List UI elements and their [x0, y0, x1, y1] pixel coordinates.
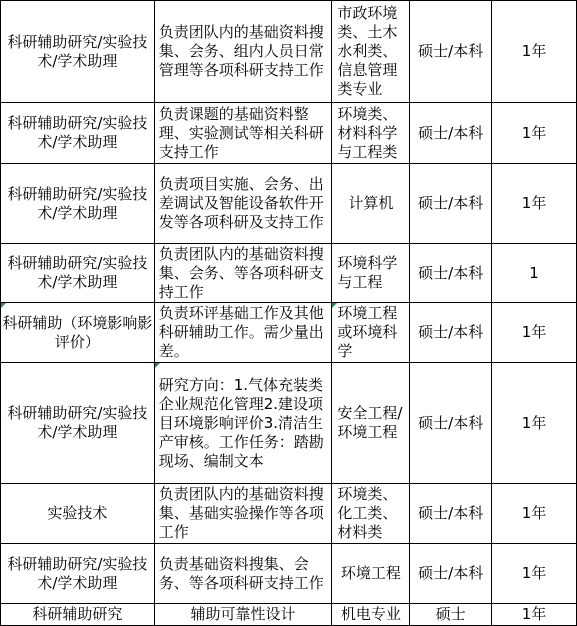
comment-marker-icon: [1, 303, 6, 308]
period-cell[interactable]: 1年: [492, 484, 577, 544]
degree-cell[interactable]: 硕士/本科: [410, 164, 492, 244]
table-row: [1, 484, 577, 544]
duties-cell[interactable]: 辅助可靠性设计: [154, 604, 332, 626]
degree-cell[interactable]: 硕士/本科: [410, 303, 492, 363]
duties-cell[interactable]: 负责团队内的基础资料搜集、会务、等各项科研支持工作: [154, 244, 332, 303]
period-cell[interactable]: 1年: [492, 164, 577, 244]
major-cell[interactable]: 环境工程或环境科学: [332, 303, 410, 363]
degree-cell[interactable]: 硕士/本科: [410, 103, 492, 164]
table-row: [1, 1, 577, 103]
position-cell[interactable]: 科研辅助研究/实验技术/学术助理: [1, 164, 155, 244]
table-row: [1, 363, 577, 484]
duties-cell[interactable]: 负责团队内的基础资料搜集、基础实验操作等各项工作: [154, 484, 332, 544]
table-row: [1, 103, 577, 164]
position-cell[interactable]: 科研辅助研究/实验技术/学术助理: [1, 363, 155, 484]
position-cell[interactable]: 科研辅助研究/实验技术/学术助理: [1, 544, 155, 604]
major-cell[interactable]: 环境科学与工程: [332, 244, 410, 303]
major-cell[interactable]: 环境类、材料科学与工程类: [332, 103, 410, 164]
duties-cell[interactable]: 负责基础资料搜集、会务、等各项科研支持工作: [154, 544, 332, 604]
table-row: [1, 244, 577, 303]
position-cell[interactable]: 实验技术: [1, 484, 155, 544]
degree-cell[interactable]: 硕士: [410, 604, 492, 626]
major-cell[interactable]: 安全工程/环境工程: [332, 363, 410, 484]
table-row: [1, 604, 577, 626]
period-cell[interactable]: 1年: [492, 544, 577, 604]
duties-cell[interactable]: 负责团队内的基础资料搜集、会务、组内人员日常管理等各项科研支持工作: [154, 1, 332, 103]
table-row: [1, 164, 577, 244]
table-row: [1, 303, 577, 363]
major-cell[interactable]: 环境类、化工类、材料类: [332, 484, 410, 544]
degree-cell[interactable]: 硕士/本科: [410, 363, 492, 484]
comment-marker-icon: [155, 363, 160, 368]
duties-cell[interactable]: 研究方向：1.气体充装类企业规范化管理2.建设项目环境影响评价3.清洁生产审核。工作任务：踏勘现场、编制文本: [154, 363, 332, 484]
duties-cell[interactable]: 负责课题的基础资料整理、实验测试等相关科研支持工作: [154, 103, 332, 164]
duties-cell[interactable]: 负责环评基础工作及其他科研辅助工作。需少量出差。: [154, 303, 332, 363]
major-cell[interactable]: 计算机: [332, 164, 410, 244]
major-cell[interactable]: 机电专业: [332, 604, 410, 626]
table-row: [1, 544, 577, 604]
degree-cell[interactable]: 硕士/本科: [410, 544, 492, 604]
period-cell[interactable]: 1: [492, 244, 577, 303]
period-cell[interactable]: 1年: [492, 103, 577, 164]
period-cell[interactable]: 1年: [492, 1, 577, 103]
duties-cell[interactable]: 负责项目实施、会务、出差调试及智能设备软件开发等各项科研及支持工作: [154, 164, 332, 244]
comment-marker-icon: [332, 303, 337, 308]
major-cell[interactable]: 环境工程: [332, 544, 410, 604]
position-cell[interactable]: 科研辅助研究: [1, 604, 155, 626]
period-cell[interactable]: 1年: [492, 604, 577, 626]
degree-cell[interactable]: 硕士/本科: [410, 1, 492, 103]
period-cell[interactable]: 1年: [492, 363, 577, 484]
position-cell[interactable]: 科研辅助研究/实验技术/学术助理: [1, 103, 155, 164]
position-cell[interactable]: 科研辅助研究/实验技术/学术助理: [1, 244, 155, 303]
position-cell[interactable]: 科研辅助研究/实验技术/学术助理: [1, 1, 155, 103]
position-cell[interactable]: 科研辅助（环境影响影评价）: [1, 303, 155, 363]
period-cell[interactable]: 1年: [492, 303, 577, 363]
degree-cell[interactable]: 硕士/本科: [410, 484, 492, 544]
degree-cell[interactable]: 硕士/本科: [410, 244, 492, 303]
major-cell[interactable]: 市政环境类、土木水利类、信息管理类专业: [332, 1, 410, 103]
